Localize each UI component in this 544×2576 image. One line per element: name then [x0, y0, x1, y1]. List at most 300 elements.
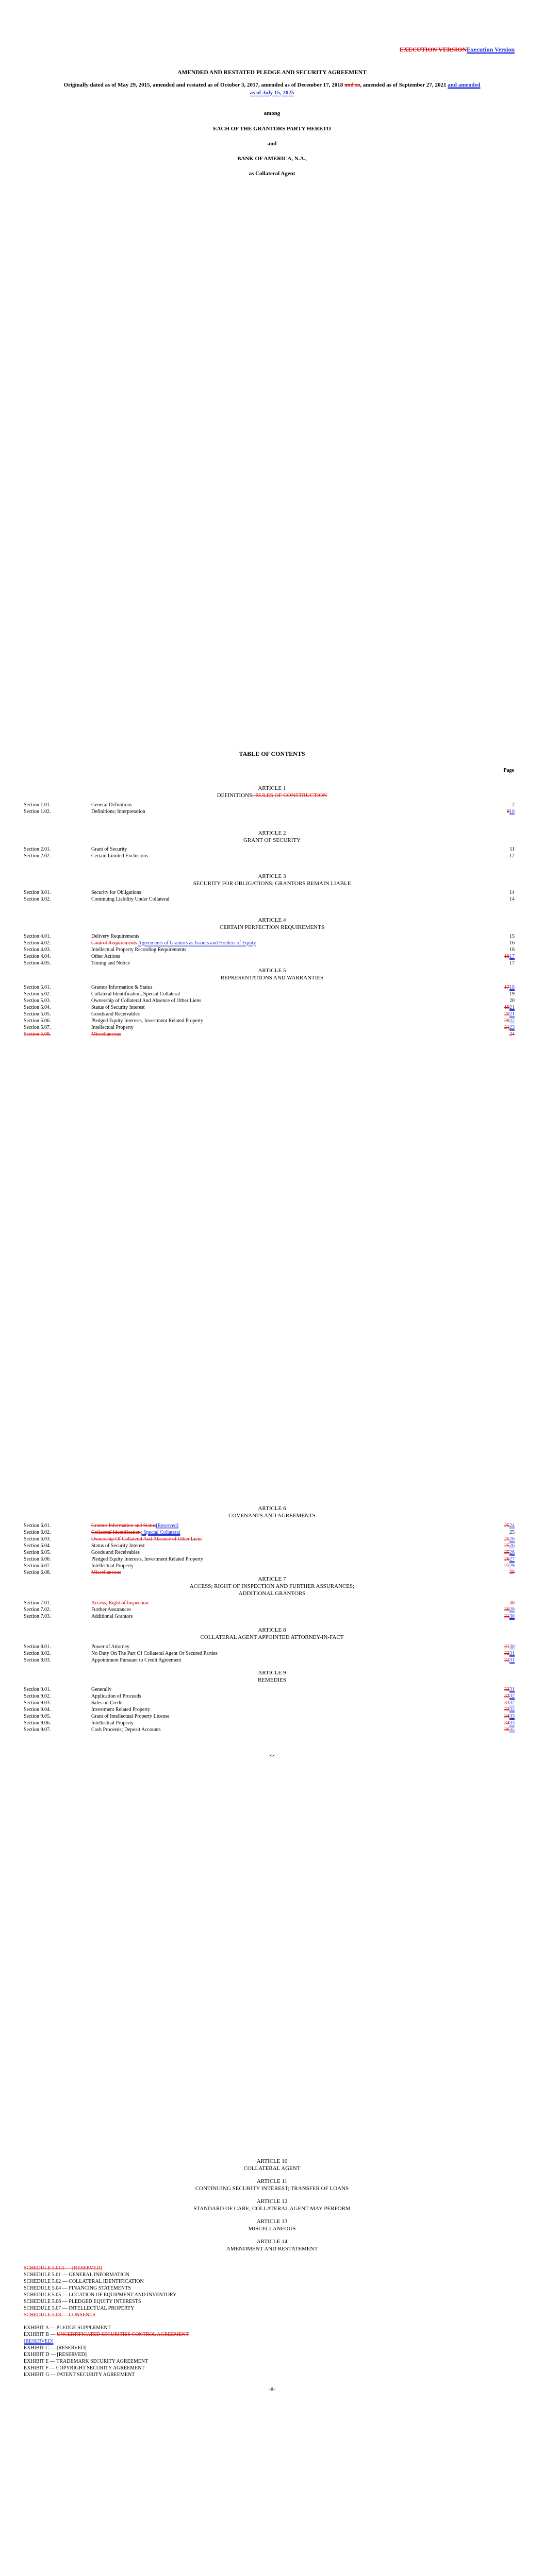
section-title [91, 1600, 149, 1606]
page-deleted: 17 [504, 985, 509, 990]
section-number: Section 2.01. [24, 846, 51, 852]
section-number: Section 5.07. [24, 1025, 51, 1030]
article-label: ARTICLE 5 [258, 968, 286, 974]
toc-row[interactable] [0, 1563, 544, 1569]
title-inserted: Agreements of Grantors as Issuers and Holders of Equity [138, 940, 256, 946]
page-deleted: 30 [509, 1600, 515, 1606]
section-page [504, 984, 515, 991]
section-number: Section 6.07. [24, 1563, 51, 1569]
section-number: Section 1.01. [24, 802, 51, 808]
section-number: Section 5.01. [24, 985, 51, 990]
exhibit-prefix: EXHIBIT B — [24, 2332, 57, 2337]
section-page: 14 [509, 890, 515, 895]
bank-label: BANK OF AMERICA, N.A., [237, 156, 307, 162]
section-title: Grant of Security [91, 846, 127, 852]
page-inserted: 33 [509, 1720, 515, 1726]
article-label: ARTICLE 9 [258, 1670, 286, 1676]
section-page [504, 1706, 515, 1713]
section-number: Section 9.05. [24, 1714, 51, 1719]
toc-page-label: Page [503, 768, 514, 773]
section-page: 12 [509, 853, 515, 859]
article-name-line2: ADDITIONAL GRANTORS [238, 1590, 306, 1597]
toc-row[interactable] [0, 1706, 544, 1713]
section-title: Pledged Equity Interests, Investment Related Property [91, 1018, 204, 1024]
section-title: Status of Security Interest [91, 1543, 145, 1549]
article-9-heading [0, 1669, 544, 1684]
section-number: Section 6.03. [24, 1536, 51, 1542]
toc-row[interactable] [0, 1693, 544, 1700]
exhibit-inserted: [RESERVED] [24, 2338, 54, 2344]
section-title: Continuing Liability Under Collateral [91, 896, 170, 902]
title-deleted: Control Requirements [91, 940, 137, 946]
section-page [504, 1613, 515, 1620]
page-number-ii: -ii- [269, 2386, 275, 2392]
section-page [504, 953, 515, 960]
section-page [504, 1018, 515, 1024]
page-deleted: 19 [504, 1005, 509, 1010]
schedule-line[interactable]: SCHEDULE 5.02 — COLLATERAL IDENTIFICATION [24, 2279, 144, 2284]
section-title: Definitions; Interpretation [91, 809, 145, 815]
page-deleted: 33 [504, 1700, 509, 1706]
page-inserted: 32 [509, 1700, 515, 1706]
article-name: AMENDMENT AND RESTATEMENT [226, 2246, 318, 2252]
section-page [504, 1606, 515, 1613]
section-number: Section 9.01. [24, 1687, 51, 1692]
version-label [400, 46, 515, 54]
section-page: 11 [509, 846, 515, 852]
schedule-line-deleted[interactable]: SCHEDULE 5.01A — [RESERVED] [24, 2265, 102, 2271]
section-title: Status of Security Interest [91, 1005, 145, 1010]
article-7-heading [0, 1575, 544, 1597]
toc-row[interactable] [0, 960, 544, 967]
section-page [504, 1686, 515, 1693]
article-name: REMEDIES [258, 1677, 286, 1683]
version-deleted: EXECUTION VERSION [399, 46, 467, 53]
section-page: 19 [509, 991, 515, 997]
section-title [91, 1031, 121, 1038]
article-14-heading [0, 2238, 544, 2252]
page-deleted: 25 [504, 1523, 509, 1529]
page-deleted: 34 [504, 1720, 509, 1726]
section-page [509, 1031, 515, 1038]
title-deleted: Miscellaneous [91, 1570, 121, 1575]
toc-row[interactable] [0, 802, 544, 808]
orig-deleted: and as [344, 82, 360, 88]
section-number: Section 5.02. [24, 991, 51, 997]
article-label: ARTICLE 6 [258, 1505, 286, 1512]
section-page [504, 1024, 515, 1031]
article-name: CONTINUING SECURITY INTEREST; TRANSFER OF LOANS [195, 2185, 349, 2192]
schedule-line[interactable]: SCHEDULE 5.04 — FINANCING STATEMENTS [24, 2285, 131, 2291]
exhibit-line[interactable]: EXHIBIT E — TRADEMARK SECURITY AGREEMENT [24, 2359, 149, 2364]
page-inserted: 29 [509, 1563, 515, 1569]
page-inserted: 26 [509, 1550, 515, 1555]
exhibit-deleted: UNCERTIFICATED SECURITIES CONTROL AGREEMENT [56, 2332, 189, 2337]
section-title: Goods and Receivables [91, 1011, 140, 1017]
page-deleted: 32 [504, 1651, 509, 1656]
toc-row[interactable] [0, 1004, 544, 1011]
orig-inserted: and amended as of July 15, 2025 [250, 82, 481, 96]
page-inserted: 32 [509, 1707, 515, 1713]
exhibit-line[interactable]: EXHIBIT D — [RESERVED] [24, 2352, 87, 2358]
page-inserted: 35 [509, 1727, 515, 1733]
section-title: Investment Related Property [91, 1707, 151, 1713]
page-deleted: 20 [504, 1018, 509, 1024]
section-number: Section 1.02. [24, 809, 51, 815]
page-deleted: 32 [504, 1657, 509, 1663]
toc-row[interactable] [0, 953, 544, 960]
section-number: Section 9.07. [24, 1727, 51, 1733]
section-title: Intellectual Property [91, 1720, 134, 1726]
toc-row[interactable] [0, 889, 544, 896]
version-inserted: Execution Version [466, 46, 515, 53]
schedule-line[interactable]: SCHEDULE 5.06 — PLEDGED EQUITY INTERESTS [24, 2299, 141, 2304]
section-number: Section 7.01. [24, 1600, 51, 1606]
section-title: Intellectual Property Recording Requirements [91, 947, 187, 953]
section-title: No Duty On The Part Of Collateral Agent Or Secured Parties [91, 1651, 218, 1656]
section-number: Section 3.01. [24, 890, 51, 895]
page-deleted: 33 [504, 1693, 509, 1699]
page-inserted: 33 [509, 1714, 515, 1719]
article-label: ARTICLE 7 [258, 1576, 286, 1582]
section-page [509, 1600, 515, 1606]
section-page [504, 1643, 515, 1650]
section-page [504, 1650, 515, 1657]
section-title [91, 1522, 178, 1529]
section-page: 16 [509, 947, 515, 953]
article-label: ARTICLE 2 [258, 830, 286, 836]
exhibit-line[interactable]: EXHIBIT C — [RESERVED] [24, 2345, 87, 2351]
section-number: Section 9.06. [24, 1720, 51, 1726]
page-inserted: 24 [509, 1523, 515, 1529]
schedule-line[interactable]: SCHEDULE 5.05 — LOCATION OF EQUIPMENT AND INVENTORY [24, 2292, 177, 2298]
section-page: 20 [509, 998, 515, 1004]
section-page: 17 [509, 960, 515, 966]
section-page [504, 1657, 515, 1664]
article-label: ARTICLE 4 [258, 917, 286, 923]
section-title: Grantor Information & Status [91, 985, 153, 990]
page-inserted: 31 [509, 1687, 515, 1692]
article-name-deleted: ; RULES OF CONSTRUCTION [252, 792, 327, 799]
toc-row[interactable] [0, 1657, 544, 1664]
section-number: Section 4.01. [24, 934, 51, 939]
schedule-line[interactable]: SCHEDULE 5.01 — GENERAL INFORMATION [24, 2272, 129, 2278]
section-number: Section 4.04. [24, 954, 51, 959]
section-number: Section 4.05. [24, 960, 51, 966]
article-name [0, 792, 544, 799]
section-title: Goods and Receivables [91, 1550, 140, 1555]
section-title: Appointment Pursuant to Credit Agreement [91, 1657, 182, 1663]
toc-row[interactable] [0, 808, 544, 815]
toc-row[interactable] [0, 1686, 544, 1693]
toc-row[interactable] [0, 1606, 544, 1613]
title-deleted: Grantor Information and Status [91, 1523, 156, 1529]
section-page: 2 [512, 802, 515, 808]
section-number: Section 7.03. [24, 1614, 51, 1619]
exhibit-line[interactable] [24, 2331, 189, 2345]
section-title: Other Actions [91, 954, 120, 959]
section-number: Section 6.01. [24, 1523, 51, 1529]
article-13-heading [0, 2218, 544, 2232]
page-deleted: 20 [504, 1011, 509, 1017]
toc-row[interactable] [0, 1031, 544, 1038]
toc-row[interactable] [0, 946, 544, 953]
title-deleted: Access; Right of Inspection [91, 1600, 149, 1606]
section-title: Further Assurances [91, 1607, 131, 1613]
page-deleted: 32 [504, 1687, 509, 1692]
toc-row[interactable] [0, 933, 544, 940]
article-label: ARTICLE 10 [256, 2158, 288, 2164]
article-2-heading [0, 829, 544, 844]
section-number: Section 3.02. [24, 896, 51, 902]
page-inserted: 29 [509, 1607, 515, 1613]
section-title: Sales on Credit [91, 1700, 123, 1706]
page-inserted: 31 [509, 1657, 515, 1663]
page-deleted: 9 [507, 809, 509, 815]
toc-row[interactable] [0, 846, 544, 853]
page-inserted: 31 [509, 1651, 515, 1656]
page-deleted: 31 [504, 1644, 509, 1650]
section-number: Section 2.02. [24, 853, 51, 859]
toc-row[interactable] [0, 1613, 544, 1620]
page-inserted: 27 [509, 1556, 515, 1562]
page-deleted: 30 [504, 1607, 509, 1613]
title-deleted: Miscellaneous [91, 1031, 121, 1037]
section-title: Certain Limited Exclusions [91, 853, 148, 859]
grantors-label: EACH OF THE GRANTORS PARTY HERETO [213, 126, 331, 132]
toc-row[interactable] [0, 940, 544, 946]
page-deleted: 16 [504, 954, 509, 959]
page-deleted: 33 [504, 1707, 509, 1713]
page-inserted: 32 [509, 1693, 515, 1699]
section-page [504, 1563, 515, 1569]
agreement-title: AMENDED AND RESTATED PLEDGE AND SECURITY AGREEMENT [177, 70, 367, 76]
section-number: Section 6.02. [24, 1530, 51, 1535]
orig-prefix: Originally dated as of May 29, 2015, amended and restated as of October 3, 2017, amended as of December 17, 2018 [63, 82, 343, 88]
article-name-text: DEFINITIONS [217, 792, 253, 799]
section-number: Section 8.01. [24, 1644, 51, 1650]
section-number: Section 4.03. [24, 947, 51, 953]
page-number-i: -i- [269, 1753, 275, 1758]
section-number: Section 5.04. [24, 1005, 51, 1010]
page-deleted: 26 [504, 1556, 509, 1562]
page-deleted: 25 [504, 1543, 509, 1549]
article-11-heading [0, 2178, 544, 2192]
section-title: Ownership of Collateral And Absence of Other Liens [91, 998, 202, 1004]
article-label: ARTICLE 3 [258, 873, 286, 879]
page-deleted: 34 [504, 1714, 509, 1719]
section-page [504, 1536, 515, 1543]
toc-row[interactable] [0, 1529, 544, 1536]
and-label: and [267, 141, 277, 147]
section-title [91, 1529, 180, 1536]
toc-row[interactable] [0, 1720, 544, 1726]
page-inserted: 21 [509, 1011, 515, 1017]
page-deleted: 25 [504, 1550, 509, 1555]
section-page: 16 [509, 940, 515, 946]
exhibit-line[interactable]: EXHIBIT F — COPYRIGHT SECURITY AGREEMENT [24, 2365, 145, 2371]
page-inserted: 22 [509, 1018, 515, 1024]
page-inserted: 30 [509, 1614, 515, 1619]
section-title: Pledged Equity Interests, Investment Related Property [91, 1556, 204, 1562]
article-label: ARTICLE 11 [256, 2178, 288, 2184]
page-deleted: 29 [509, 1570, 515, 1575]
page-inserted: 26 [509, 1543, 515, 1549]
toc-row[interactable] [0, 1643, 544, 1650]
section-number: Section 6.05. [24, 1550, 51, 1555]
article-name: SECURITY FOR OBLIGATIONS; GRANTORS REMAIN LIABLE [193, 880, 351, 887]
section-number: Section 5.06. [24, 1018, 51, 1024]
exhibit-line[interactable]: EXHIBIT A — PLEDGE SUPPLEMENT [24, 2325, 111, 2331]
section-page: 25 [509, 1530, 515, 1535]
section-page [504, 1720, 515, 1726]
section-number: Section 6.08. [24, 1570, 51, 1575]
article-3-heading [0, 873, 544, 887]
section-number: Section 9.02. [24, 1693, 51, 1699]
toc-row[interactable] [0, 853, 544, 859]
origination-line [62, 81, 482, 97]
section-title: Intellectual Property [91, 1025, 134, 1030]
section-number: Section 9.04. [24, 1707, 51, 1713]
section-title: Application of Proceeds [91, 1693, 141, 1699]
section-title [91, 1536, 202, 1543]
page-inserted: 30 [509, 1644, 515, 1650]
page-inserted: 23 [509, 1025, 515, 1030]
section-number: Section 6.06. [24, 1556, 51, 1562]
article-label: ARTICLE 13 [256, 2218, 288, 2225]
section-title: Cash Proceeds; Deposit Accounts [91, 1727, 161, 1733]
article-name: COLLATERAL AGENT APPOINTED ATTORNEY-IN-FACT [200, 1634, 344, 1640]
section-title: Delivery Requirements [91, 934, 140, 939]
section-page: 14 [509, 896, 515, 902]
toc-title: TABLE OF CONTENTS [239, 750, 305, 757]
article-label: ARTICLE 14 [256, 2239, 288, 2245]
section-page: 15 [509, 934, 515, 939]
toc-row[interactable] [0, 984, 544, 991]
article-name: ACCESS; RIGHT OF INSPECTION AND FURTHER ASSURANCES; [189, 1583, 355, 1589]
section-page [504, 1004, 515, 1011]
toc-row[interactable] [0, 991, 544, 997]
section-page [504, 1543, 515, 1549]
section-page [504, 1011, 515, 1018]
section-page [504, 1549, 515, 1556]
toc-row[interactable] [0, 1600, 544, 1606]
section-title: Intellectual Property [91, 1563, 134, 1569]
section-number: Section 8.02. [24, 1651, 51, 1656]
page-inserted: 26 [509, 1536, 515, 1542]
toc-row[interactable] [0, 1713, 544, 1720]
page-deleted: 24 [509, 1031, 515, 1037]
section-number: Section 4.02. [24, 940, 51, 946]
section-number: Section 5.05. [24, 1011, 51, 1017]
toc-row[interactable] [0, 1543, 544, 1549]
section-title: Security for Obligations [91, 890, 141, 895]
section-page [504, 1522, 515, 1529]
section-title: General Definitions [91, 802, 133, 808]
section-number: Section 5.03. [24, 998, 51, 1004]
page-inserted: 18 [509, 985, 515, 990]
toc-row[interactable] [0, 1549, 544, 1556]
section-title: Generally [91, 1687, 112, 1692]
toc-row[interactable] [0, 1650, 544, 1657]
article-label: ARTICLE 12 [256, 2198, 288, 2205]
section-number-deleted: Section 5.08. [24, 1031, 51, 1037]
page-deleted: 27 [504, 1563, 509, 1569]
orig-mid: , amended as of September 27, 2021 [360, 82, 447, 88]
toc-row[interactable] [0, 1556, 544, 1563]
toc-row[interactable] [0, 1522, 544, 1529]
article-4-heading [0, 917, 544, 931]
toc-row[interactable] [0, 997, 544, 1004]
section-title: Additional Grantors [91, 1614, 133, 1619]
article-name: REPRESENTATIONS AND WARRANTIES [220, 975, 324, 981]
toc-row[interactable] [0, 1018, 544, 1024]
section-title [91, 940, 256, 946]
section-title: Grant of Intellectual Property License [91, 1714, 170, 1719]
page-deleted: 31 [504, 1614, 509, 1619]
section-page [504, 1726, 515, 1733]
among-label: among [263, 110, 281, 116]
exhibit-line[interactable]: EXHIBIT G — PATENT SECURITY AGREEMENT [24, 2372, 135, 2378]
article-name: COVENANTS AND AGREEMENTS [228, 1513, 316, 1519]
article-8-heading [0, 1626, 544, 1641]
title-inserted: ; Special Collateral [140, 1530, 180, 1535]
article-name: GRANT OF SECURITY [243, 837, 301, 843]
section-number: Section 9.03. [24, 1700, 51, 1706]
page-inserted: 10 [509, 809, 515, 815]
article-12-heading [0, 2198, 544, 2212]
title-deleted: Ownership Of Collateral And Absence of Other Liens [91, 1536, 203, 1542]
article-label: ARTICLE 8 [258, 1627, 286, 1633]
section-number: Section 6.04. [24, 1543, 51, 1549]
article-5-heading [0, 967, 544, 981]
section-page [504, 1556, 515, 1563]
toc-row[interactable] [0, 1024, 544, 1031]
agent-label: as Collateral Agent [249, 171, 295, 177]
article-10-heading [0, 2158, 544, 2172]
toc-row[interactable] [0, 1700, 544, 1706]
article-name: COLLATERAL AGENT [243, 2165, 301, 2172]
section-number: Section 8.03. [24, 1657, 51, 1663]
page-deleted: 25 [504, 1536, 509, 1542]
page-inserted: 17 [509, 954, 515, 959]
toc-row[interactable] [0, 1726, 544, 1733]
article-name: CERTAIN PERFECTION REQUIREMENTS [219, 924, 325, 930]
article-name: STANDARD OF CARE; COLLATERAL AGENT MAY PERFORM [193, 2206, 351, 2212]
page-deleted: 21 [504, 1025, 509, 1030]
section-page [504, 1693, 515, 1700]
toc-row[interactable] [0, 1536, 544, 1543]
toc-row[interactable] [0, 896, 544, 903]
toc-row[interactable] [0, 1011, 544, 1018]
article-label: ARTICLE 1 [258, 785, 286, 791]
section-number: Section 7.02. [24, 1607, 51, 1613]
title-inserted: [Reserved] [156, 1523, 179, 1529]
schedule-line-deleted[interactable]: SCHEDULE 5.08 — CONSENTS [24, 2312, 95, 2318]
section-page [507, 808, 515, 815]
schedule-line[interactable]: SCHEDULE 5.07 — INTELLECTUAL PROPERTY [24, 2306, 135, 2311]
section-title: Power of Attorney [91, 1644, 129, 1650]
section-page [504, 1713, 515, 1720]
section-title: Collateral Identification, Special Collateral [91, 991, 180, 997]
section-title: Timing and Notice [91, 960, 130, 966]
article-1-heading [0, 785, 544, 799]
article-name: MISCELLANEOUS [248, 2226, 296, 2232]
article-6-heading [0, 1505, 544, 1519]
page-inserted: 21 [509, 1005, 515, 1010]
page-deleted: 36 [504, 1727, 509, 1733]
section-page [504, 1700, 515, 1706]
